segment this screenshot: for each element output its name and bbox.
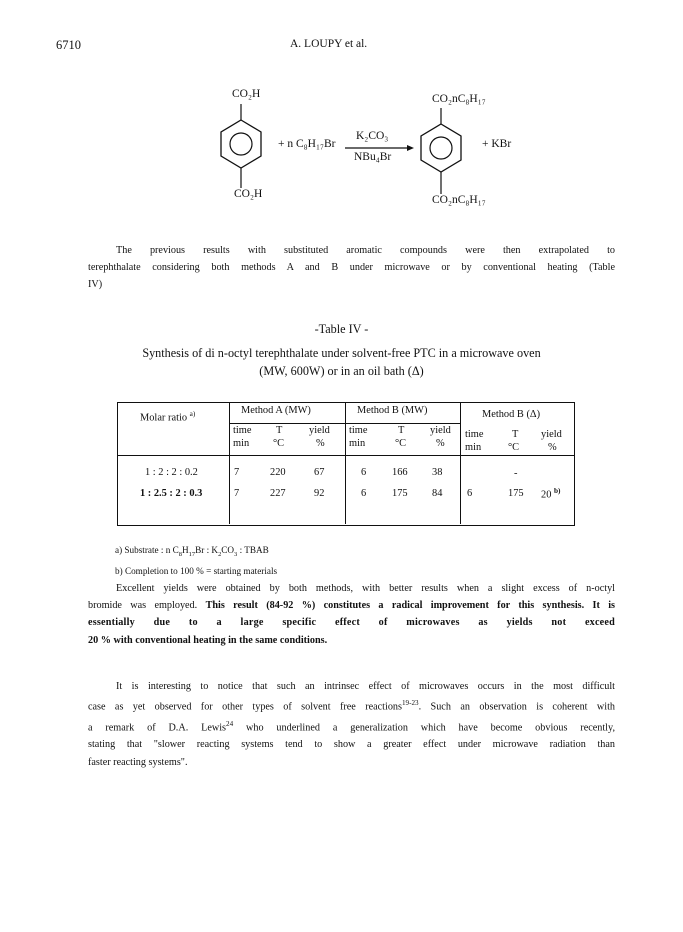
row2-c-yield-note: b) <box>554 487 561 495</box>
subheader-b-time: time <box>349 425 368 436</box>
product-benzene-ring <box>416 108 466 196</box>
row2-b-yield: 84 <box>432 488 443 499</box>
header-method-b-heat: Method B (Δ) <box>482 409 541 420</box>
subheader-c-time: time <box>465 429 484 440</box>
closing-line-4: stating that "slower reacting systems tend to show a greater effect under microwave radiation than <box>88 739 615 751</box>
table-subhead-rule-a <box>230 423 345 424</box>
result-paragraph <box>88 580 615 649</box>
row1-b-yield: 38 <box>432 467 443 478</box>
unit-b-pct: % <box>436 438 445 449</box>
result-line-3: essentially due to a large specific effect of microwaves as yields not exceed <box>88 617 615 629</box>
header-method-b-mw: Method B (MW) <box>357 405 428 416</box>
intro-paragraph <box>88 242 615 294</box>
row2-a-time: 7 <box>234 488 240 499</box>
row2-b-time: 6 <box>361 488 367 499</box>
result-line-2: bromide was employed. This result (84-92 %) constitutes a radical improvement for this synthesis. It is <box>88 600 616 612</box>
closing-paragraph <box>88 678 615 771</box>
footnote-b: b) Completion to 100 % = starting materials <box>115 565 278 576</box>
header-method-a: Method A (MW) <box>241 405 311 416</box>
row2-a-t: 227 <box>270 488 286 499</box>
row1-ratio: 1 : 2 : 2 : 0.2 <box>145 467 198 478</box>
byproduct-kbr: + KBr <box>482 138 512 150</box>
table-header-rule <box>118 455 574 456</box>
subheader-a-yield: yield <box>309 425 330 436</box>
product-bottom-group: CO₂nC₈H₁₇ <box>432 194 486 206</box>
unit-c-min: min <box>465 442 482 453</box>
table-footnotes <box>115 542 277 579</box>
row1-a-time: 7 <box>234 467 240 478</box>
row1-b-t: 166 <box>392 467 408 478</box>
intro-line-3: IV) <box>88 279 103 291</box>
unit-a-c: °C <box>273 438 285 449</box>
closing-line-5: faster reacting systems". <box>88 756 188 768</box>
arrow-reagent-below: NBu₄Br <box>354 151 392 163</box>
header-molar-ratio: Molar ratio $^{a)}$ <box>140 410 196 424</box>
unit-b-min: min <box>349 438 366 449</box>
unit-a-pct: % <box>316 438 325 449</box>
footnote-a: a) Substrate : n $C_8H_{17}Br$ : $K_2CO_3$ : TBAB <box>115 545 269 558</box>
reactant-benzene-ring <box>216 104 266 190</box>
result-line-1: Excellent yields were obtained by both methods, with better results when a slight excess of n-octyl <box>116 583 615 594</box>
reactant-top-group: CO₂H <box>232 88 261 100</box>
intro-line-2: terephthalate considering both methods A and B under microwave or by conventional heating (Table <box>88 262 615 274</box>
running-title: A. LOUPY et al. <box>290 38 368 50</box>
subheader-c-yield: yield <box>541 429 562 440</box>
table-caption-line-1: Synthesis of di n-octyl terephthalate under solvent-free PTC in a microwave oven <box>142 346 541 360</box>
row1-a-t: 220 <box>270 467 286 478</box>
page-number: 6710 <box>56 38 81 52</box>
table-divider-c <box>460 403 461 524</box>
subheader-c-t: T <box>512 429 519 440</box>
row2-ratio: 1 : 2.5 : 2 : 0.3 <box>140 488 203 499</box>
closing-line-2: case as yet observed for other types of solvent free reactions$^{19-23}$. Such an observation is coherent with <box>88 699 615 713</box>
subheader-a-t: T <box>276 425 283 436</box>
product-top-group: CO₂nC₈H₁₇ <box>432 93 486 105</box>
unit-b-c: °C <box>395 438 407 449</box>
table-subhead-rule-b <box>346 423 460 424</box>
subheader-b-yield: yield <box>430 425 451 436</box>
row2-b-t: 175 <box>392 488 408 499</box>
row2-a-yield: 92 <box>314 488 325 499</box>
unit-c-pct: % <box>548 442 557 453</box>
row1-a-yield: 67 <box>314 467 325 478</box>
arrow-reagent-above: K₂CO₃ <box>356 130 389 142</box>
table-caption-line-2: (MW, 600W) or in an oil bath (Δ) <box>259 364 424 378</box>
row2-c-yield: 20 $^{b)}$ <box>541 487 561 501</box>
unit-a-min: min <box>233 438 250 449</box>
intro-line-1: The previous results with substituted aromatic compounds were then extrapolated to <box>116 245 615 256</box>
table-divider-b <box>345 403 346 524</box>
header-molar-ratio-note: a) <box>189 410 196 418</box>
subheader-b-t: T <box>398 425 405 436</box>
row2-c-t: 175 <box>508 488 524 499</box>
table-label: -Table IV - <box>314 322 369 336</box>
reagent-octyl-bromide: + n C₈H₁₇Br <box>278 138 336 150</box>
subheader-a-time: time <box>233 425 252 436</box>
closing-line-3: a remark of D.A. Lewis$^{24}$ who underlined a generalization which have become obvious recently, <box>88 719 615 734</box>
unit-c-c: °C <box>508 442 520 453</box>
result-line-4: 20 % with conventional heating in the same conditions. <box>88 634 328 646</box>
row2-c-time: 6 <box>467 488 473 499</box>
row1-c-yield: - <box>514 468 518 479</box>
table-divider-a <box>229 403 230 524</box>
reactant-bottom-group: CO₂H <box>234 188 263 200</box>
row1-b-time: 6 <box>361 467 367 478</box>
closing-line-1: It is interesting to notice that such an intrinsec effect of microwaves occurs in the most difficult <box>116 681 615 692</box>
